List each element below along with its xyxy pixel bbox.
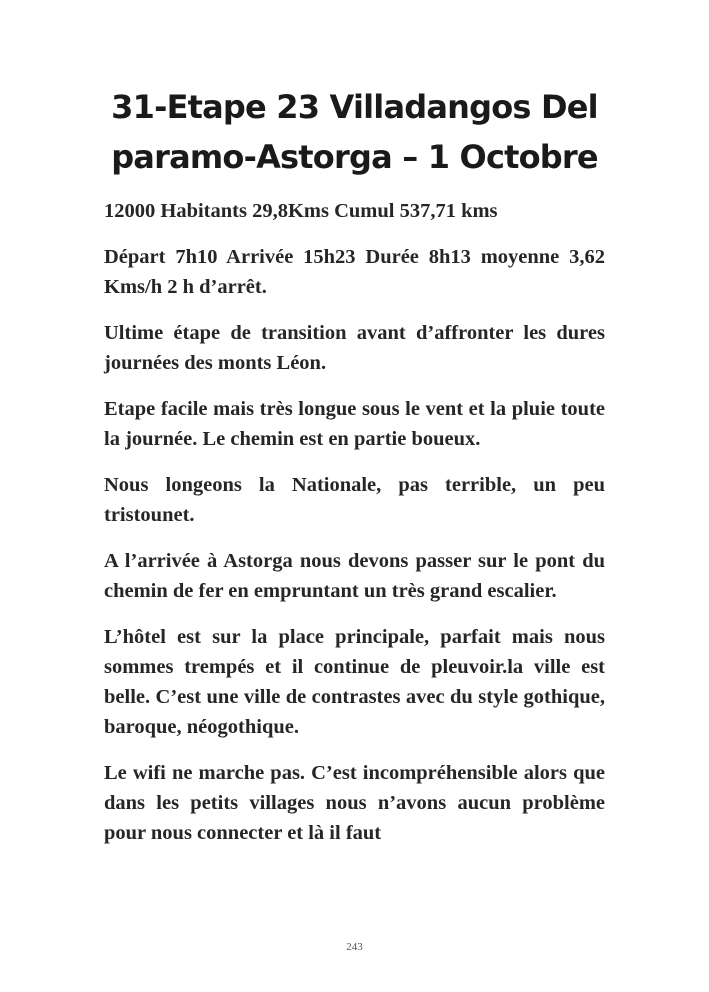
page-number: 243 xyxy=(346,941,363,953)
paragraph-times: Départ 7h10 Arrivée 15h23 Durée 8h13 moyenne 3,62 Kms/h 2 h d’arrêt. xyxy=(104,246,605,298)
paragraph-arrival: A l’arrivée à Astorga nous devons passer sur le pont du chemin de fer en empruntant un très grand escalier. xyxy=(104,550,605,602)
paragraph-transition: Ultime étape de transition avant d’affronter les dures journées des monts Léon. xyxy=(104,322,605,374)
page-title: 31-Etape 23 Villadangos Del paramo-Astorga – 1 Octobre xyxy=(111,88,598,176)
paragraph-stats: 12000 Habitants 29,8Kms Cumul 537,71 kms xyxy=(104,200,498,222)
document-body xyxy=(104,196,605,864)
paragraph-nationale: Nous longeons la Nationale, pas terrible, un peu tristounet. xyxy=(104,474,605,526)
paragraph-hotel: L’hôtel est sur la place principale, parfait mais nous sommes trempés et il continue de pleuvoir.la ville est belle. C’est une ville de contrastes avec du style gothique, baroque, néogothique. xyxy=(104,626,605,738)
paragraph-wifi: Le wifi ne marche pas. C’est incompréhensible alors que dans les petits villages nous n’avons aucun problème pour nous connecter et là il faut xyxy=(104,762,605,844)
paragraph-weather: Etape facile mais très longue sous le vent et la pluie toute la journée. Le chemin est en partie boueux. xyxy=(104,398,605,450)
